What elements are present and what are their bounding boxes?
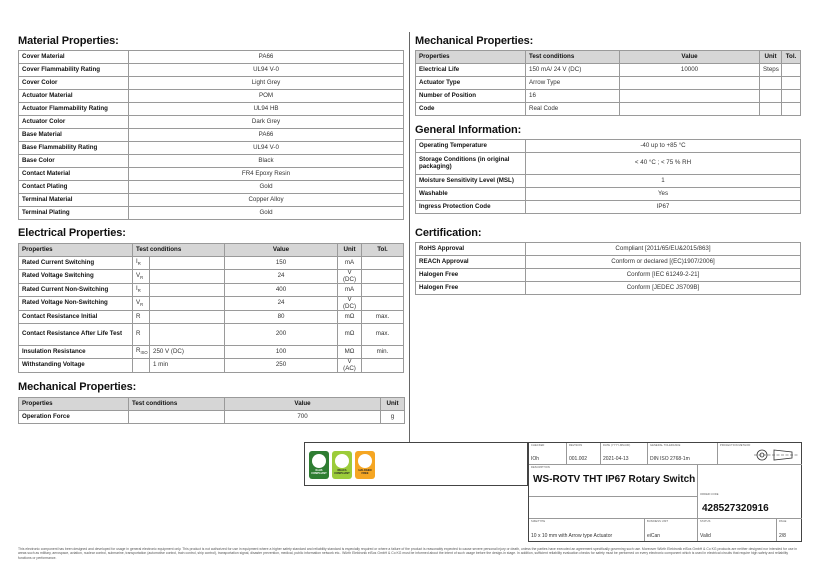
unit: MΩ <box>338 346 362 359</box>
table-row <box>19 77 404 90</box>
property-name: Base Material <box>19 129 129 142</box>
rohs-icon <box>309 451 329 479</box>
column-divider <box>409 32 410 442</box>
property-value: Gold <box>129 207 404 220</box>
material-properties-table <box>18 50 404 220</box>
property-name: REACh Approval <box>416 256 526 269</box>
unit: Steps <box>760 64 782 77</box>
order-code-caption: ORDER CODE <box>700 493 719 496</box>
test-condition: Real Code <box>526 103 620 116</box>
table-row <box>19 311 404 324</box>
property-name: Actuator Flammability Rating <box>19 103 129 116</box>
table-row <box>416 201 801 214</box>
property-value: IP67 <box>526 201 801 214</box>
certification-heading: Certification: <box>415 227 482 239</box>
property-value: Conform [IEC 61249-2-21] <box>526 269 801 282</box>
right-mechanical-properties-heading: Mechanical Properties: <box>415 35 534 47</box>
electrical-properties-table <box>18 243 404 373</box>
title-block <box>528 442 802 542</box>
checked-caption: CHECKED <box>531 444 545 447</box>
col-unit: Unit <box>381 398 405 411</box>
status-caption: STATUS <box>700 520 711 523</box>
col-value: Value <box>225 398 381 411</box>
property-value <box>620 103 760 116</box>
table-row <box>416 90 801 103</box>
left-mechanical-properties-table <box>18 397 405 424</box>
revision-caption: REVISION <box>569 444 583 447</box>
table-row <box>416 103 801 116</box>
compliance-logos-box <box>304 442 528 486</box>
property-name: Actuator Color <box>19 116 129 129</box>
test-condition <box>129 411 225 424</box>
property-value: -40 up to +85 °C <box>526 140 801 153</box>
property-name: Cover Flammability Rating <box>19 64 129 77</box>
property-name: Rated Current Switching <box>19 257 133 270</box>
table-row <box>416 269 801 282</box>
material-properties-heading: Material Properties: <box>18 35 119 47</box>
property-value: PA66 <box>129 129 404 142</box>
table-row <box>19 324 404 346</box>
property-name: Rated Voltage Switching <box>19 270 133 284</box>
symbol: R <box>133 311 150 324</box>
tolerance: min. <box>362 346 404 359</box>
order-code: 428527320916 <box>702 503 769 514</box>
electrical-properties-heading: Electrical Properties: <box>18 227 126 239</box>
symbol: $R_{ISO}$ <box>133 346 150 359</box>
rohs-badge-label: RoHS COMPLIANT <box>311 469 327 475</box>
table-row <box>416 243 801 256</box>
property-name: Insulation Resistance <box>19 346 133 359</box>
col-test-conditions: Test conditions <box>129 398 225 411</box>
test-condition <box>150 284 225 297</box>
table-row <box>19 270 404 284</box>
right-mechanical-properties-table <box>415 50 801 116</box>
property-value: Dark Grey <box>129 116 404 129</box>
table-row <box>19 359 404 373</box>
unit <box>760 90 782 103</box>
col-value: Value <box>620 51 760 64</box>
col-unit: Unit <box>760 51 782 64</box>
tolerance-value: DIN ISO 2768-1m <box>650 456 690 462</box>
property-name: Electrical Life <box>416 64 526 77</box>
property-name: Contact Resistance After Life Test <box>19 324 133 346</box>
col-properties: Properties <box>19 244 133 257</box>
property-value: < 40 °C ; < 75 % RH <box>526 153 801 175</box>
symbol: $V_R$ <box>133 270 150 284</box>
test-condition: Arrow Type <box>526 77 620 90</box>
property-value: 80 <box>225 311 338 324</box>
property-value: 250 <box>225 359 338 373</box>
tolerance <box>782 90 801 103</box>
property-name: Code <box>416 103 526 116</box>
size-value: 10 x 10 mm with Arrow type Actuator <box>531 533 613 539</box>
certification-table <box>415 242 801 295</box>
table-row <box>19 284 404 297</box>
test-condition: 250 V (DC) <box>150 346 225 359</box>
property-value: 150 <box>225 257 338 270</box>
size-caption: SIZE/TYPE <box>531 520 546 523</box>
property-value: Black <box>129 155 404 168</box>
table-row <box>19 257 404 270</box>
page-number: 2/8 <box>779 533 786 539</box>
col-test-conditions: Test conditions <box>133 244 225 257</box>
property-value: UL94 V-0 <box>129 142 404 155</box>
table-row <box>19 64 404 77</box>
property-name: Storage Conditions (in original packaging) <box>416 153 526 175</box>
projection-symbol-icon <box>754 447 798 463</box>
table-row <box>19 51 404 64</box>
property-name: Cover Material <box>19 51 129 64</box>
property-name: Operation Force <box>19 411 129 424</box>
test-condition <box>150 324 225 346</box>
general-information-heading: General Information: <box>415 124 522 136</box>
table-row <box>19 346 404 359</box>
property-value: 200 <box>225 324 338 346</box>
table-row <box>19 103 404 116</box>
status-value: Valid <box>700 533 711 539</box>
tolerance-caption: GENERAL TOLERANCE <box>650 444 681 447</box>
table-row <box>416 175 801 188</box>
symbol <box>133 359 150 373</box>
col-unit: Unit <box>338 244 362 257</box>
test-condition: 16 <box>526 90 620 103</box>
col-properties: Properties <box>416 51 526 64</box>
test-condition <box>150 297 225 311</box>
property-value: POM <box>129 90 404 103</box>
table-row <box>416 188 801 201</box>
unit: g <box>381 411 405 424</box>
unit: V (AC) <box>338 359 362 373</box>
page-caption: PAGE <box>779 520 787 523</box>
tolerance <box>782 103 801 116</box>
unit <box>760 77 782 90</box>
table-row <box>19 207 404 220</box>
tolerance <box>362 270 404 284</box>
tolerance <box>362 297 404 311</box>
property-name: Actuator Type <box>416 77 526 90</box>
halogen-free-icon <box>355 451 375 479</box>
test-condition <box>150 270 225 284</box>
property-value: 24 <box>225 297 338 311</box>
property-name: Contact Resistance Initial <box>19 311 133 324</box>
tolerance <box>782 77 801 90</box>
property-value: PA66 <box>129 51 404 64</box>
property-name: Rated Current Non-Switching <box>19 284 133 297</box>
property-name: Cover Color <box>19 77 129 90</box>
property-name: Base Color <box>19 155 129 168</box>
col-test-conditions: Test conditions <box>526 51 620 64</box>
property-name: Washable <box>416 188 526 201</box>
property-value: Gold <box>129 181 404 194</box>
business-unit-caption: BUSINESS UNIT <box>647 520 669 523</box>
tolerance <box>782 64 801 77</box>
property-name: Moisture Sensitivity Level (MSL) <box>416 175 526 188</box>
table-row <box>19 90 404 103</box>
property-name: Number of Position <box>416 90 526 103</box>
property-value: 400 <box>225 284 338 297</box>
property-value <box>620 77 760 90</box>
tolerance <box>362 284 404 297</box>
unit: mΩ <box>338 311 362 324</box>
table-row <box>19 194 404 207</box>
property-value: UL94 V-0 <box>129 64 404 77</box>
property-value <box>620 90 760 103</box>
table-row <box>19 411 405 424</box>
symbol: R <box>133 324 150 346</box>
tolerance <box>362 257 404 270</box>
property-name: RoHS Approval <box>416 243 526 256</box>
property-value: Copper Alloy <box>129 194 404 207</box>
table-row <box>19 181 404 194</box>
date-value: 2021-04-13 <box>603 456 629 462</box>
table-row <box>416 153 801 175</box>
table-row <box>19 129 404 142</box>
unit: V (DC) <box>338 297 362 311</box>
property-name: Withstanding Voltage <box>19 359 133 373</box>
property-value: 100 <box>225 346 338 359</box>
test-condition <box>150 257 225 270</box>
unit: mΩ <box>338 324 362 346</box>
table-row <box>19 155 404 168</box>
reach-icon <box>332 451 352 479</box>
general-information-table <box>415 139 801 214</box>
table-row <box>416 140 801 153</box>
property-value: Conform [JEDEC JS709B] <box>526 282 801 295</box>
property-name: Terminal Plating <box>19 207 129 220</box>
property-name: Terminal Material <box>19 194 129 207</box>
business-unit-value: eiCan <box>647 533 661 539</box>
unit: V (DC) <box>338 270 362 284</box>
property-name: Contact Material <box>19 168 129 181</box>
table-row <box>416 77 801 90</box>
unit: mA <box>338 257 362 270</box>
property-name: Contact Plating <box>19 181 129 194</box>
reach-badge-label: REACh COMPLIANT <box>334 469 350 475</box>
disclaimer-text: This electronic component has been designed and developed for usage in general electronic equipment only. This product is not authorized for use in equipment where a higher safety standard and reliability standard is especially required or where a failure of the product is reasonably expected to cause severe personal injury or death, unless the parties have executed an agreement specifically governing such use. Moreover Würth Elektronik eiSos GmbH & Co KG products are neither designed nor intended for use in areas such as military, aerospace, aviation, nuclear control, submarine, transportation (automotive control, train control, ship control), transportation signal, disaster prevention, medical, public information network etc.. Würth Elektronik eiSos GmbH & Co KG must be informed about the intent of such usage before the design-in stage. In addition, sufficient reliability evaluation checks for safety must be performed on every electronic component which is used in electrical circuits that require high safety and reliability functions or performance. <box>18 547 798 560</box>
property-value: Compliant [2011/65/EU&2015/863] <box>526 243 801 256</box>
checked-value: IOh <box>531 456 540 462</box>
property-name: Halogen Free <box>416 282 526 295</box>
unit: mA <box>338 284 362 297</box>
table-row <box>19 116 404 129</box>
projection-caption: PROJECTION METHOD <box>720 444 751 447</box>
col-value: Value <box>225 244 338 257</box>
symbol: $V_R$ <box>133 297 150 311</box>
property-value: 10000 <box>620 64 760 77</box>
property-name: Rated Voltage Non-Switching <box>19 297 133 311</box>
property-name: Halogen Free <box>416 269 526 282</box>
property-name: Base Flammability Rating <box>19 142 129 155</box>
property-name: Actuator Material <box>19 90 129 103</box>
table-row <box>416 64 801 77</box>
property-value: FR4 Epoxy Resin <box>129 168 404 181</box>
tolerance: max. <box>362 324 404 346</box>
product-description: WS-ROTV THT IP67 Rotary Switch <box>533 474 696 485</box>
property-value: 24 <box>225 270 338 284</box>
date-caption: DATE (YYYY-MM-DD) <box>603 444 631 447</box>
test-condition: 1 min <box>150 359 225 373</box>
left-mechanical-properties-heading: Mechanical Properties: <box>18 381 137 393</box>
property-value: 700 <box>225 411 381 424</box>
test-condition: 150 mA/ 24 V (DC) <box>526 64 620 77</box>
col-tol: Tol. <box>362 244 404 257</box>
property-value: 1 <box>526 175 801 188</box>
halogen-free-badge-label: HALOGEN FREE <box>358 469 372 475</box>
table-row <box>19 142 404 155</box>
description-caption: DESCRIPTION <box>531 466 550 469</box>
symbol: $I_R$ <box>133 284 150 297</box>
unit <box>760 103 782 116</box>
property-name: Operating Temperature <box>416 140 526 153</box>
property-value: Light Grey <box>129 77 404 90</box>
property-value: Conform or declared [(EC)1907/2006] <box>526 256 801 269</box>
table-row <box>19 168 404 181</box>
col-tol: Tol. <box>782 51 801 64</box>
col-properties: Properties <box>19 398 129 411</box>
tolerance <box>362 359 404 373</box>
property-value: UL94 HB <box>129 103 404 116</box>
table-row <box>416 282 801 295</box>
symbol: $I_R$ <box>133 257 150 270</box>
test-condition <box>150 311 225 324</box>
revision-value: 001.002 <box>569 456 588 462</box>
table-row <box>416 256 801 269</box>
tolerance: max. <box>362 311 404 324</box>
table-row <box>19 297 404 311</box>
property-value: Yes <box>526 188 801 201</box>
property-name: Ingress Protection Code <box>416 201 526 214</box>
